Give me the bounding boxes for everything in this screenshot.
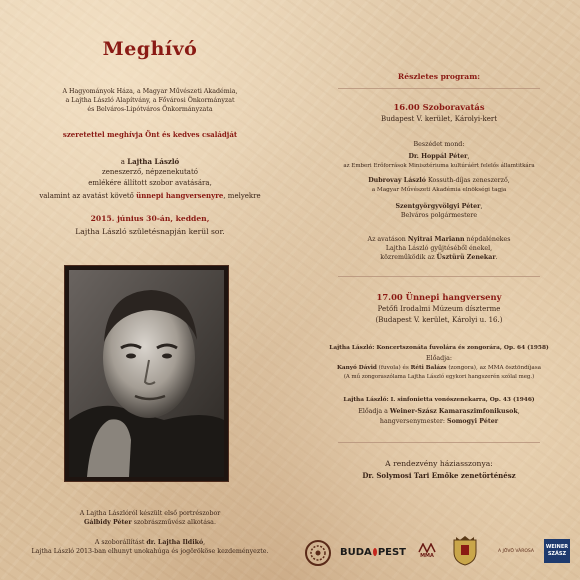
performers-1-note: (A mű zongoraszólama Lajtha László egykori hangszerén szólal meg.) <box>343 374 535 380</box>
caption-line-3 <box>0 539 300 547</box>
speaker-2-role: a Magyar Művészeti Akadémia elnökségi tagja <box>371 187 507 193</box>
birthday-line: Lajtha László születésnapján kerül sor. <box>75 227 225 236</box>
speaker-3-suffix: , <box>480 203 483 210</box>
statue-location: Budapest V. kerület, Károlyi-kert <box>380 115 498 123</box>
speaker-2-name: Dubrovay László <box>368 177 426 184</box>
folk-1-rest: népdalénekes <box>464 236 511 243</box>
concert-line <box>0 191 300 201</box>
hosts-line-1: A Hagyományok Háza, a Magyar Művészeti Akadémia, <box>62 88 238 95</box>
portrait-photo <box>65 266 228 481</box>
folk-line-3 <box>298 254 580 262</box>
work-1: Lajtha László: Koncertszonáta fuvolára és zongorára, Op. 64 (1958) <box>329 345 549 351</box>
initiator-name: dr. Lajtha Ildikó <box>146 539 204 546</box>
performers-1-rest: (zongora), az MMA ösztöndíjasa <box>446 365 542 371</box>
program-title: Részletes program: <box>397 72 481 81</box>
caption-line-3-suffix: , <box>203 539 206 546</box>
caption-line-1: A Lajtha Lászlóról készült első portrészobor <box>79 510 221 517</box>
composer-name: Lajtha László <box>127 157 180 166</box>
performers-2 <box>298 408 580 416</box>
weiner-szasz-logo <box>544 539 570 563</box>
speaker-1-suffix: , <box>467 153 470 160</box>
speaker-1-role: az Emberi Erőforrások Minisztériuma kultúráért felelős államtitkára <box>343 163 535 169</box>
speaker-3-role: Belváros polgármestere <box>400 212 478 219</box>
right-column <box>298 0 580 580</box>
work-2: Lajtha László: I. sinfonietta vonószenekarra, Op. 43 (1946) <box>343 397 535 403</box>
weiner-szasz-logo-line-2: SZÁSZ <box>547 551 567 557</box>
sculptor-name: Gálbidy Péter <box>84 519 132 526</box>
statue-line: emlékére állított szobor avatására, <box>88 179 212 187</box>
folk-3-suffix: . <box>495 254 498 261</box>
folk-1-prefix: Az avatáson <box>367 236 408 243</box>
mma-logo-text: MMA <box>420 553 434 559</box>
concert-suffix: , melyekre <box>223 192 261 200</box>
divider <box>338 442 540 443</box>
speaker-3 <box>298 203 580 211</box>
venue-line-2: (Budapest V. kerület, Károlyi u. 16.) <box>375 316 503 324</box>
speaker-2 <box>298 177 580 185</box>
composer-line <box>0 157 300 167</box>
caption-line-3-prefix: A szoborállítást <box>94 539 147 546</box>
speaker-1-name: Dr. Hoppál Péter <box>408 153 468 160</box>
divider <box>338 88 540 89</box>
pianist-name: Réti Balázs <box>410 365 447 371</box>
folk-3-prefix: közreműködik az <box>380 254 437 261</box>
divider <box>338 276 540 277</box>
page-title: Meghívó <box>102 38 198 60</box>
performer-label-1: Előadja: <box>425 355 452 362</box>
heart-icon <box>373 548 377 556</box>
caption-line-2 <box>0 519 300 527</box>
caption-line-4: Lajtha László 2013-ban elhunyt unokahúga és jogörököse kezdeményezte. <box>31 548 269 555</box>
speech-label: Beszédet mond: <box>413 141 465 148</box>
portrait-image <box>69 270 224 477</box>
speaker-2-rest: Kossuth-díjas zeneszerző, <box>426 177 510 184</box>
invite-line: szeretettel meghívja Önt és kedves családját <box>62 130 238 139</box>
concertmaster-name: Somogyi Péter <box>447 418 499 425</box>
belvaros-logo <box>494 544 538 558</box>
budapest-logo-part-2: PEST <box>377 546 406 558</box>
venue-line-1: Petőfi Irodalmi Múzeum díszterme <box>377 305 501 313</box>
budapest-logo-part-1: BUDA <box>340 546 372 558</box>
orchestra-name: Weiner-Szász Kamaraszimfonikusok <box>389 408 518 415</box>
folk-line-2: Lajtha László gyűjtéséből énekel, <box>385 245 493 252</box>
speaker-3-name: Szentgyörgyvölgyi Péter <box>395 203 481 210</box>
speaker-1 <box>298 153 580 161</box>
belvaros-logo-text: A JÖVŐ VÁROSA <box>498 548 534 554</box>
budapest-coat-of-arms <box>450 536 480 566</box>
hosts-line-2: a Lajtha László Alapítvány, a Fővárosi Önkormányzat <box>65 97 235 104</box>
weiner-szasz-logo-line-1: WEINER <box>545 544 569 550</box>
caption-line-2-rest: szobrászművész alkotása. <box>131 519 216 526</box>
event-date: 2015. június 30-án, kedden, <box>90 214 210 223</box>
folk-line-1 <box>298 236 580 244</box>
composer-prefix: a <box>120 158 128 166</box>
composer-role: zeneszerző, népzenekutató <box>102 168 198 176</box>
band-name: Üsztürü Zenekar <box>436 254 496 261</box>
concertmaster <box>298 418 580 426</box>
concert-highlight: ünnepi hangversenyre <box>136 191 224 200</box>
performers-2-prefix: Előadja a <box>358 408 390 415</box>
performers-2-suffix: , <box>517 408 520 415</box>
budapest-logo <box>340 544 406 560</box>
hagyomanyok-haza-logo <box>304 539 332 567</box>
performers-1-mid: (fuvola) és <box>376 365 411 371</box>
concertmaster-prefix: hangversenymester: <box>379 418 448 425</box>
mma-logo <box>416 542 438 560</box>
flutist-name: Kanyó Dávid <box>336 365 377 371</box>
folk-singer-name: Nyitrai Mariann <box>407 236 465 243</box>
hostess-label: A rendezvény háziasszonya: <box>385 459 493 468</box>
hosts-line-3: és Belváros-Lipótváros Önkormányzata <box>87 106 213 113</box>
concert-prefix: valamint az avatást követő <box>39 192 137 200</box>
performers-1 <box>298 364 580 372</box>
concert-heading: 17.00 Ünnepi hangverseny <box>376 292 502 302</box>
sponsor-logos <box>298 533 580 569</box>
hostess-name: Dr. Solymosi Tari Emőke zenetörténész <box>362 471 516 480</box>
statue-heading: 16.00 Szoboravatás <box>393 102 485 112</box>
